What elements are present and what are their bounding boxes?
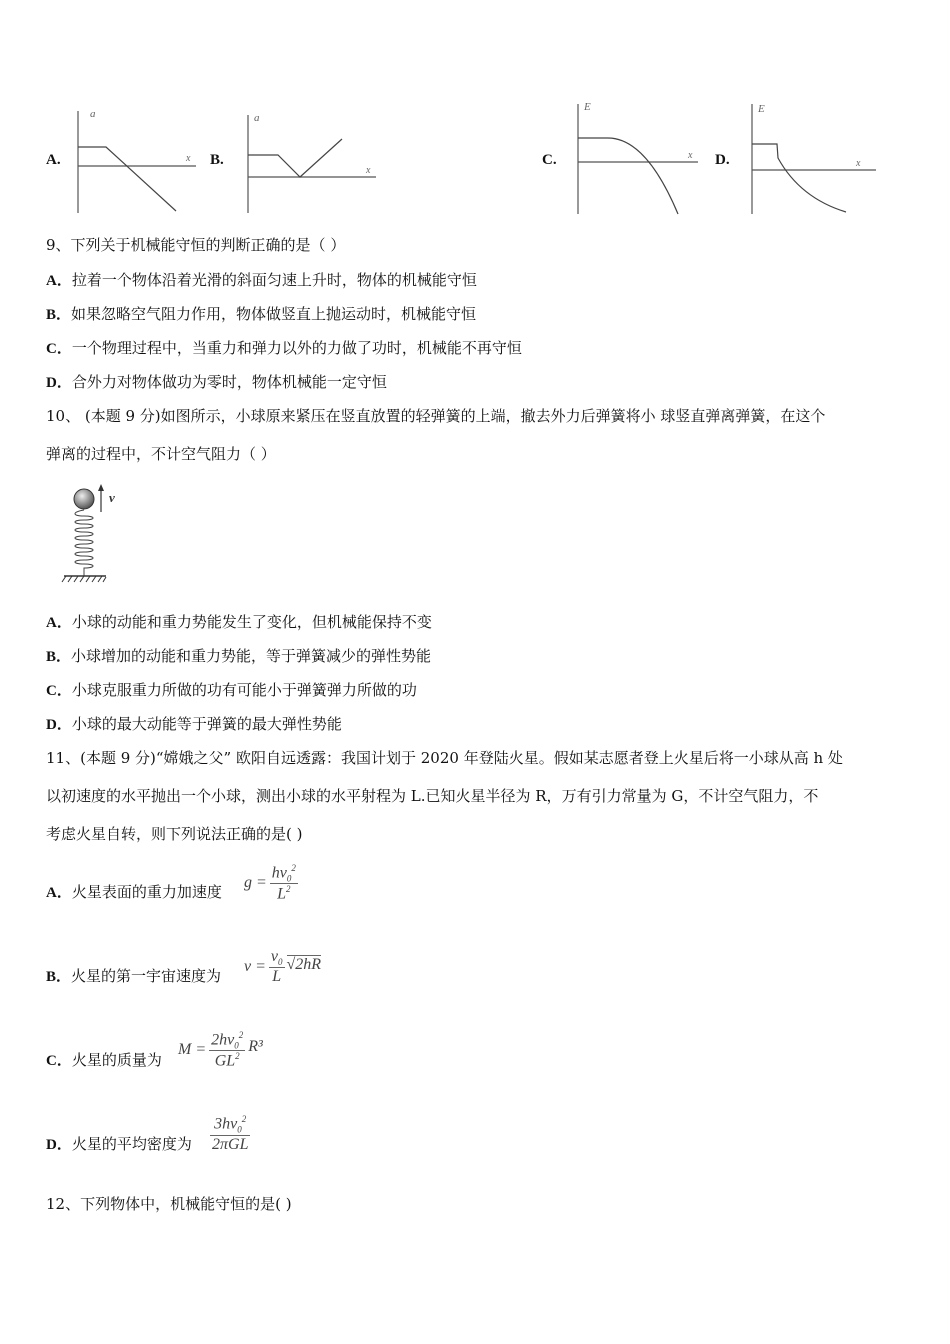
graph-d-axis-x: x	[856, 158, 861, 169]
graph-a-axis-y: a	[90, 108, 96, 120]
graph-c-curve	[578, 138, 678, 214]
q10-option-b: B．小球增加的动能和重力势能，等于弹簧减少的弹性势能	[46, 647, 432, 665]
q9-option-b: B．如果忽略空气阻力作用，物体做竖直上抛运动时，机械能守恒	[46, 305, 477, 323]
q11-formula-d: $\frac{3hv_0^2}{\text{2πGL}}$	[212, 1114, 249, 1153]
graph-a	[66, 105, 200, 215]
q9-option-d: D．合外力对物体做功为零时，物体机械能一定守恒	[46, 373, 387, 391]
q11-formula-a: g = $\frac{hv_0^2}{L^2}$	[244, 862, 296, 903]
graph-b-axis-x: x	[366, 165, 371, 176]
graph-b-axis-y: a	[254, 112, 260, 124]
q10-stem-line1: 10、 (本题 9 分)如图所示，小球原来紧压在竖直放置的轻弹簧的上端，撤去外力后弹簧将小 球竖直弹离弹簧，在这个	[46, 407, 826, 425]
graph-d	[740, 98, 880, 216]
spring-icon	[75, 510, 93, 576]
q10-option-a: A．小球的动能和重力势能发生了变化，但机械能保持不变	[46, 613, 432, 631]
graph-a-curve	[78, 147, 176, 211]
q11-stem-line1: 11、(本题 9 分)“嫦娥之父” 欧阳自远透露：我国计划于 2020 年登陆火星。假如某志愿者登上火星后将一小球从高 h 处	[46, 749, 843, 767]
graph-c	[566, 98, 702, 216]
q11-stem-line3: 考虑火星自转，则下列说法正确的是( )	[46, 825, 303, 843]
q11-option-c: C．火星的质量为	[46, 1051, 162, 1069]
graph-a-label: A.	[46, 152, 61, 168]
spring-ball-figure	[60, 482, 130, 588]
q9-stem: 9、下列关于机械能守恒的判断正确的是（ ）	[46, 236, 346, 254]
graph-b-label: B.	[210, 152, 224, 168]
graph-c-axis-y: E	[584, 101, 591, 113]
velocity-label: v	[109, 490, 115, 505]
q11-formula-c: M = $\frac{2hv_0^2}{GL^2}$ R³	[178, 1029, 263, 1070]
q10-stem-line2: 弹离的过程中，不计空气阻力（ ）	[46, 445, 276, 463]
graph-c-axis-x: x	[688, 150, 693, 161]
graph-a-axis-x: x	[186, 153, 191, 164]
q11-option-b: B．火星的第一宇宙速度为	[46, 967, 222, 985]
q12-stem: 12、下列物体中，机械能守恒的是( )	[46, 1195, 292, 1213]
graph-b-curve	[248, 139, 342, 177]
q9-option-c: C．一个物理过程中，当重力和弹力以外的力做了功时，机械能不再守恒	[46, 339, 522, 357]
q11-option-a: A．火星表面的重力加速度	[46, 883, 222, 901]
graph-d-curve	[752, 144, 846, 212]
q10-option-d: D．小球的最大动能等于弹簧的最大弹性势能	[46, 715, 342, 733]
q11-option-d: D．火星的平均密度为	[46, 1135, 192, 1153]
q11-formula-b: v = $\frac{v_0}{L}$ √2hR	[244, 947, 322, 986]
graph-b	[236, 105, 386, 215]
ball-icon	[74, 489, 94, 509]
q11-stem-line2: 以初速度的水平抛出一个小球，测出小球的水平射程为 L.已知火星半径为 R，万有引力常量为 G，不计空气阻力，不	[46, 787, 819, 805]
q9-option-a: A．拉着一个物体沿着光滑的斜面匀速上升时，物体的机械能守恒	[46, 271, 477, 289]
graph-d-axis-y: E	[758, 103, 765, 115]
graph-c-label: C.	[542, 152, 557, 168]
graph-d-label: D.	[715, 152, 730, 168]
q10-option-c: C．小球克服重力所做的功有可能小于弹簧弹力所做的功	[46, 681, 417, 699]
